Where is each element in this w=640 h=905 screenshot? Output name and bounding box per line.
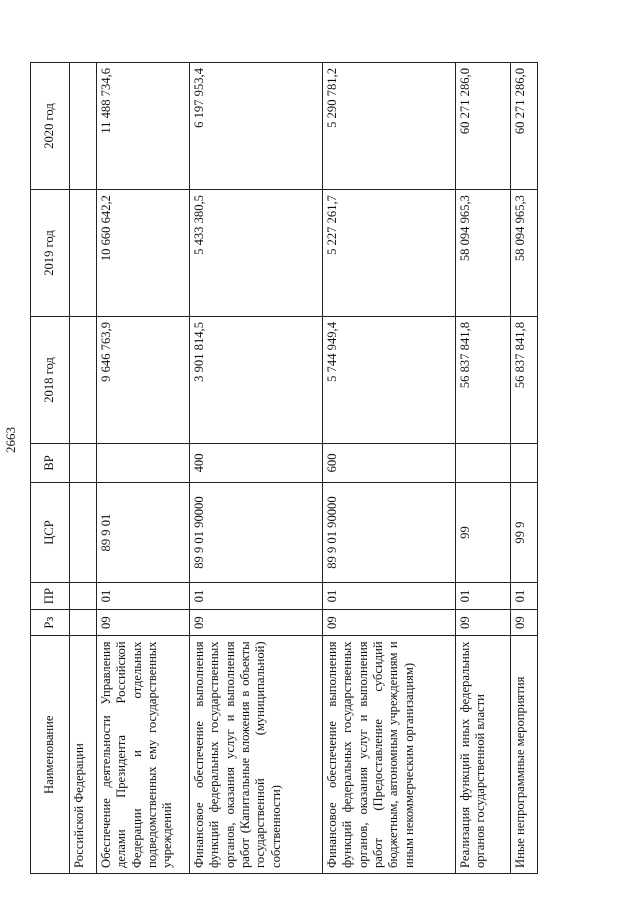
row-pr: 01: [190, 583, 323, 610]
row-2018: 3 901 814,5: [190, 317, 323, 444]
table-row: [323, 63, 456, 874]
table-row: [190, 63, 323, 874]
row-name: Обеспечение деятельности Управления делами Президента Российской Федерации и отдельных подведомственных ему государственных учреждений: [97, 636, 190, 874]
row-2018: 56 837 841,8: [511, 317, 538, 444]
table-row: [70, 63, 97, 874]
row-pr: 01: [323, 583, 456, 610]
row-csr: 89 9 01 90000: [190, 482, 323, 582]
table-header-row: [31, 63, 70, 874]
header-rz: Рз: [31, 609, 70, 636]
row-vr: 400: [190, 443, 323, 482]
header-2020: 2020 год: [31, 63, 70, 190]
row-rz: 09: [456, 609, 511, 636]
header-vr: ВР: [31, 443, 70, 482]
budget-table: [30, 62, 538, 874]
row-2020: 5 290 781,2: [323, 63, 456, 190]
row-csr: 99: [456, 482, 511, 582]
row-2019: 5 227 261,7: [323, 190, 456, 317]
row-csr: 99 9: [511, 482, 538, 582]
row-2019: 58 094 965,3: [511, 190, 538, 317]
row-2018: 56 837 841,8: [456, 317, 511, 444]
header-name: Наименование: [31, 636, 70, 874]
header-2018: 2018 год: [31, 317, 70, 444]
row-2018: 9 646 763,9: [97, 317, 190, 444]
table-row: [97, 63, 190, 874]
row-vr: [97, 443, 190, 482]
row-pr: 01: [456, 583, 511, 610]
row-2020: 60 271 286,0: [456, 63, 511, 190]
row-rz: 09: [511, 609, 538, 636]
row-pr: [70, 583, 97, 610]
row-2018: [70, 317, 97, 444]
table-row: [456, 63, 511, 874]
row-vr: 600: [323, 443, 456, 482]
row-2019: 10 660 642,2: [97, 190, 190, 317]
row-2020: 6 197 953,4: [190, 63, 323, 190]
table-row: [511, 63, 538, 874]
row-pr: 01: [97, 583, 190, 610]
row-name: Иные непрограммные мероприятия: [511, 636, 538, 874]
row-vr: [511, 443, 538, 482]
row-2019: 58 094 965,3: [456, 190, 511, 317]
row-rz: 09: [190, 609, 323, 636]
row-pr: 01: [511, 583, 538, 610]
row-2020: [70, 63, 97, 190]
row-csr: [70, 482, 97, 582]
row-rz: 09: [323, 609, 456, 636]
row-2020: 60 271 286,0: [511, 63, 538, 190]
row-name: Российской Федерации: [70, 636, 97, 874]
row-csr: 89 9 01 90000: [323, 482, 456, 582]
rotated-page-content: [30, 62, 590, 874]
row-name: Финансовое обеспечение выполнения функций федеральных государственных органов, оказания услуг и выполнения работ (Капитальные вложения в объекты государственной (муниципальной) собственности): [190, 636, 323, 874]
row-rz: 09: [97, 609, 190, 636]
header-csr: ЦСР: [31, 482, 70, 582]
row-2019: [70, 190, 97, 317]
row-vr: [456, 443, 511, 482]
row-2020: 11 488 734,6: [97, 63, 190, 190]
header-pr: ПР: [31, 583, 70, 610]
row-name: Финансовое обеспечение выполнения функций федеральных государственных органов, оказания услуг и выполнения работ (Предоставление субсидий бюджетным, автономным учреждениям и иным некоммерческим организациям): [323, 636, 456, 874]
row-2019: 5 433 380,5: [190, 190, 323, 317]
row-vr: [70, 443, 97, 482]
page-number-text: 2663: [3, 427, 18, 453]
row-rz: [70, 609, 97, 636]
page-number: [0, 420, 22, 460]
header-2019: 2019 год: [31, 190, 70, 317]
row-csr: 89 9 01: [97, 482, 190, 582]
row-2018: 5 744 949,4: [323, 317, 456, 444]
row-name: Реализация функций иных федеральных органов государственной власти: [456, 636, 511, 874]
